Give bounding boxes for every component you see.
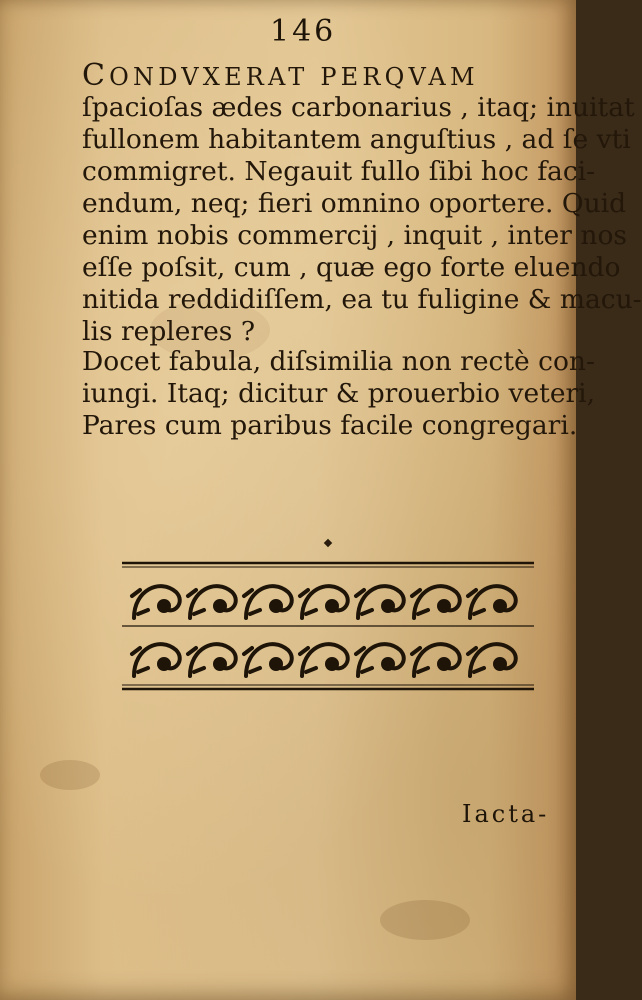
decorative-ornament-band [122, 560, 534, 692]
text-line: ſpacioſas ædes carbonarius , itaq; inuitat [82, 92, 635, 123]
fable-paragraph [82, 58, 642, 348]
text-line: iungi. Itaq; dicitur & prouerbio veteri, [82, 378, 596, 409]
paper-stain [380, 900, 470, 940]
opening-small-caps: ONDVXERAT PERQVAM [109, 63, 479, 91]
text-line: endum, neq; fieri omnino oportere. Quid [82, 188, 627, 219]
paper-stain [40, 760, 100, 790]
text-line: enim nobis commercij , inquit , inter nos [82, 220, 628, 251]
catchword: Iacta- [462, 800, 550, 828]
text-line: eſſe poſsit, cum , quæ ego forte eluendo [82, 252, 621, 283]
text-line: nitida reddidiſſem, ea tu fuligine & macu- [82, 284, 642, 315]
text-line: Pares cum paribus facile congregari. [82, 410, 578, 441]
opening-line [82, 60, 552, 92]
text-line: fullonem habitantem anguſtius , ad ſe vti [82, 124, 631, 155]
page-number: 146 [270, 14, 337, 49]
text-line: Docet fabula, diſsimilia non rectè con- [82, 346, 595, 377]
opening-initial: C [82, 58, 110, 93]
text-line: lis repleres ? [82, 316, 256, 347]
text-line: commigret. Negauit fullo ſibi hoc faci- [82, 156, 596, 187]
ornament-dot [324, 539, 332, 547]
moral-paragraph [82, 346, 596, 442]
